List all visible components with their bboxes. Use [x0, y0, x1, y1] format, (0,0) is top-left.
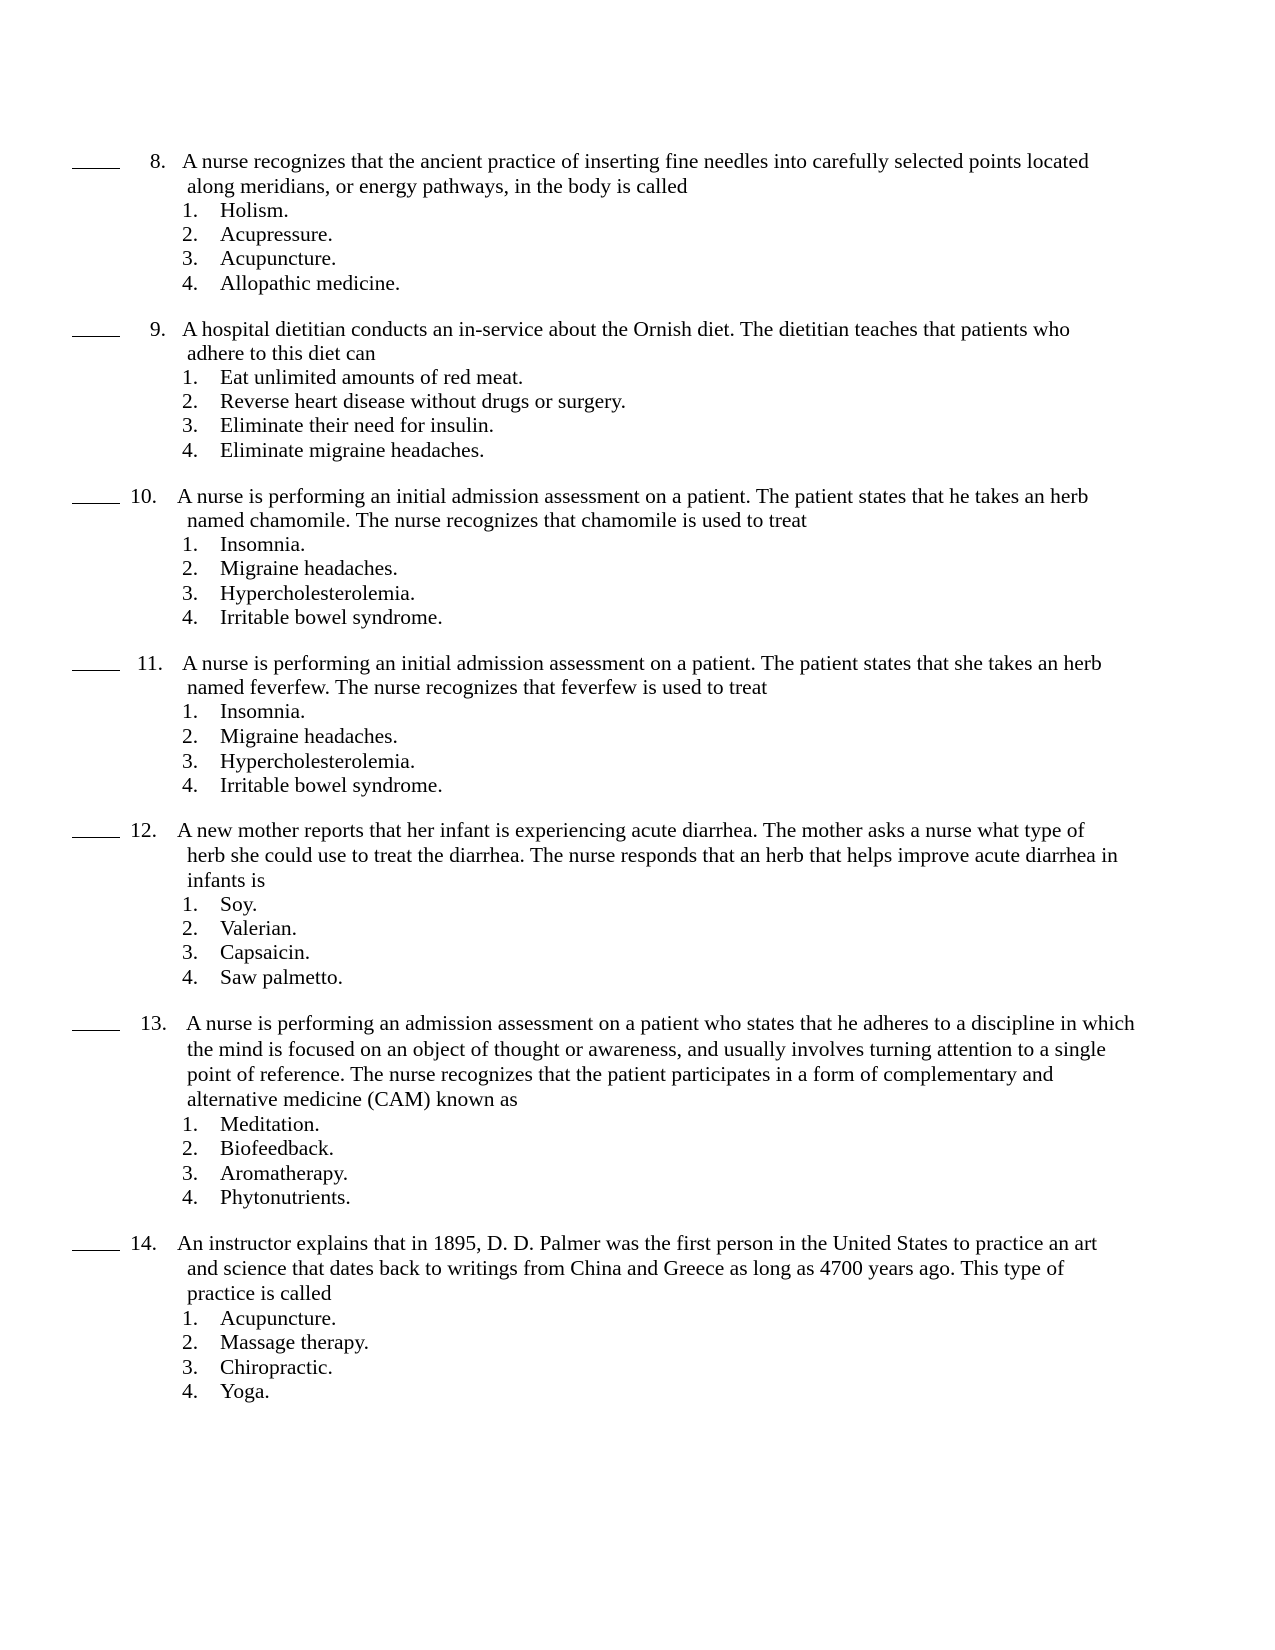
answer-option — [182, 438, 485, 464]
question-stem-line: alternative medicine (CAM) known as — [187, 1087, 518, 1111]
answer-blank[interactable] — [72, 1011, 120, 1031]
option-text: Migraine headaches. — [220, 556, 398, 580]
option-text: Massage therapy. — [220, 1330, 370, 1354]
option-number: 3. — [182, 1355, 199, 1379]
option-number: 2. — [182, 916, 199, 940]
question-stem-line: A nurse is performing an admission assessment on a patient who states that he adheres to a discipline in which — [186, 1011, 1135, 1035]
option-number: 4. — [182, 1379, 199, 1403]
option-text: Acupuncture. — [220, 246, 337, 270]
answer-option — [182, 940, 311, 966]
option-text: Hypercholesterolemia. — [220, 749, 416, 773]
answer-option — [182, 1185, 351, 1211]
option-number: 4. — [182, 271, 199, 295]
answer-option — [182, 198, 289, 224]
question-number: 9. — [149, 317, 166, 341]
question-number: 8. — [149, 149, 166, 173]
question-stem-line: practice is called — [187, 1281, 332, 1305]
option-number: 2. — [182, 1330, 199, 1354]
answer-blank[interactable] — [72, 317, 120, 337]
question-stem-line: herb she could use to treat the diarrhea. The nurse responds that an herb that helps improve acute diarrhea in — [187, 843, 1118, 867]
answer-option — [182, 1161, 349, 1187]
option-number: 2. — [182, 1136, 199, 1160]
question-stem-line: A nurse is performing an initial admission assessment on a patient. The patient states that she takes an herb — [182, 651, 1102, 675]
question-number: 13. — [140, 1011, 167, 1035]
answer-option — [182, 365, 524, 391]
question-stem-line: A nurse recognizes that the ancient practice of inserting fine needles into carefully selected points located — [182, 149, 1089, 173]
option-number: 3. — [182, 413, 199, 437]
option-text: Soy. — [220, 892, 258, 916]
option-number: 4. — [182, 773, 199, 797]
option-number: 4. — [182, 605, 199, 629]
question-number: 12. — [130, 818, 157, 842]
answer-option — [182, 605, 443, 631]
option-text: Yoga. — [220, 1379, 270, 1403]
question-stem-line: A nurse is performing an initial admission assessment on a patient. The patient states that he takes an herb — [177, 484, 1089, 508]
option-text: Aromatherapy. — [220, 1161, 349, 1185]
answer-option — [182, 749, 416, 775]
question-stem-line: infants is — [187, 868, 266, 892]
answer-option — [182, 724, 398, 750]
answer-option — [182, 532, 306, 558]
option-text: Irritable bowel syndrome. — [220, 605, 443, 629]
option-number: 2. — [182, 222, 199, 246]
question-stem-line: A new mother reports that her infant is experiencing acute diarrhea. The mother asks a nurse what type of — [177, 818, 1085, 842]
option-number: 1. — [182, 198, 199, 222]
answer-option — [182, 1306, 337, 1332]
question-stem-line: named chamomile. The nurse recognizes that chamomile is used to treat — [187, 508, 807, 532]
option-text: Insomnia. — [220, 532, 306, 556]
option-number: 3. — [182, 940, 199, 964]
option-text: Saw palmetto. — [220, 965, 344, 989]
question-stem-line: A hospital dietitian conducts an in-service about the Ornish diet. The dietitian teaches that patients who — [182, 317, 1071, 341]
option-text: Capsaicin. — [220, 940, 311, 964]
question-stem-line: named feverfew. The nurse recognizes that feverfew is used to treat — [187, 675, 768, 699]
option-number: 1. — [182, 1306, 199, 1330]
answer-option — [182, 222, 333, 248]
question-stem-line: and science that dates back to writings from China and Greece as long as 4700 years ago. This type of — [187, 1256, 1065, 1280]
answer-option — [182, 965, 344, 991]
option-text: Eat unlimited amounts of red meat. — [220, 365, 524, 389]
option-number: 3. — [182, 246, 199, 270]
option-text: Eliminate their need for insulin. — [220, 413, 495, 437]
answer-blank[interactable] — [72, 818, 120, 838]
option-number: 1. — [182, 365, 199, 389]
answer-blank[interactable] — [72, 651, 120, 671]
option-number: 2. — [182, 556, 199, 580]
question-number: 10. — [130, 484, 157, 508]
answer-blank[interactable] — [72, 149, 120, 169]
answer-option — [182, 389, 627, 415]
option-number: 1. — [182, 1112, 199, 1136]
answer-option — [182, 271, 401, 297]
question-number: 14. — [130, 1231, 157, 1255]
question-stem-line: adhere to this diet can — [187, 341, 376, 365]
answer-option — [182, 892, 258, 918]
option-number: 3. — [182, 581, 199, 605]
answer-option — [182, 413, 495, 439]
option-number: 1. — [182, 532, 199, 556]
answer-option — [182, 699, 306, 725]
option-text: Migraine headaches. — [220, 724, 398, 748]
answer-option — [182, 1379, 270, 1405]
option-text: Reverse heart disease without drugs or surgery. — [220, 389, 627, 413]
option-text: Acupuncture. — [220, 1306, 337, 1330]
option-text: Holism. — [220, 198, 289, 222]
option-text: Meditation. — [220, 1112, 320, 1136]
option-text: Biofeedback. — [220, 1136, 335, 1160]
option-number: 3. — [182, 1161, 199, 1185]
option-number: 3. — [182, 749, 199, 773]
question-stem-line: point of reference. The nurse recognizes that the patient participates in a form of complementary and — [187, 1062, 1054, 1086]
option-text: Irritable bowel syndrome. — [220, 773, 443, 797]
answer-blank[interactable] — [72, 484, 120, 504]
option-text: Phytonutrients. — [220, 1185, 351, 1209]
option-number: 2. — [182, 724, 199, 748]
option-number: 4. — [182, 438, 199, 462]
answer-blank[interactable] — [72, 1231, 120, 1251]
option-text: Acupressure. — [220, 222, 333, 246]
question-stem-line: An instructor explains that in 1895, D. D. Palmer was the first person in the United States to practice an art — [177, 1231, 1098, 1255]
question-stem-line: the mind is focused on an object of thought or awareness, and usually involves turning attention to a single — [187, 1037, 1106, 1061]
answer-option — [182, 1112, 320, 1138]
option-number: 1. — [182, 892, 199, 916]
option-text: Insomnia. — [220, 699, 306, 723]
question-number: 11. — [136, 651, 163, 675]
option-number: 4. — [182, 965, 199, 989]
option-text: Chiropractic. — [220, 1355, 333, 1379]
option-number: 2. — [182, 389, 199, 413]
answer-option — [182, 1355, 333, 1381]
answer-option — [182, 581, 416, 607]
option-text: Valerian. — [220, 916, 298, 940]
answer-option — [182, 1330, 370, 1356]
option-text: Eliminate migraine headaches. — [220, 438, 485, 462]
answer-option — [182, 773, 443, 799]
answer-option — [182, 916, 298, 942]
answer-option — [182, 246, 337, 272]
option-number: 4. — [182, 1185, 199, 1209]
answer-option — [182, 1136, 335, 1162]
answer-option — [182, 556, 398, 582]
question-stem-line: along meridians, or energy pathways, in the body is called — [187, 174, 688, 198]
option-number: 1. — [182, 699, 199, 723]
option-text: Allopathic medicine. — [220, 271, 401, 295]
option-text: Hypercholesterolemia. — [220, 581, 416, 605]
